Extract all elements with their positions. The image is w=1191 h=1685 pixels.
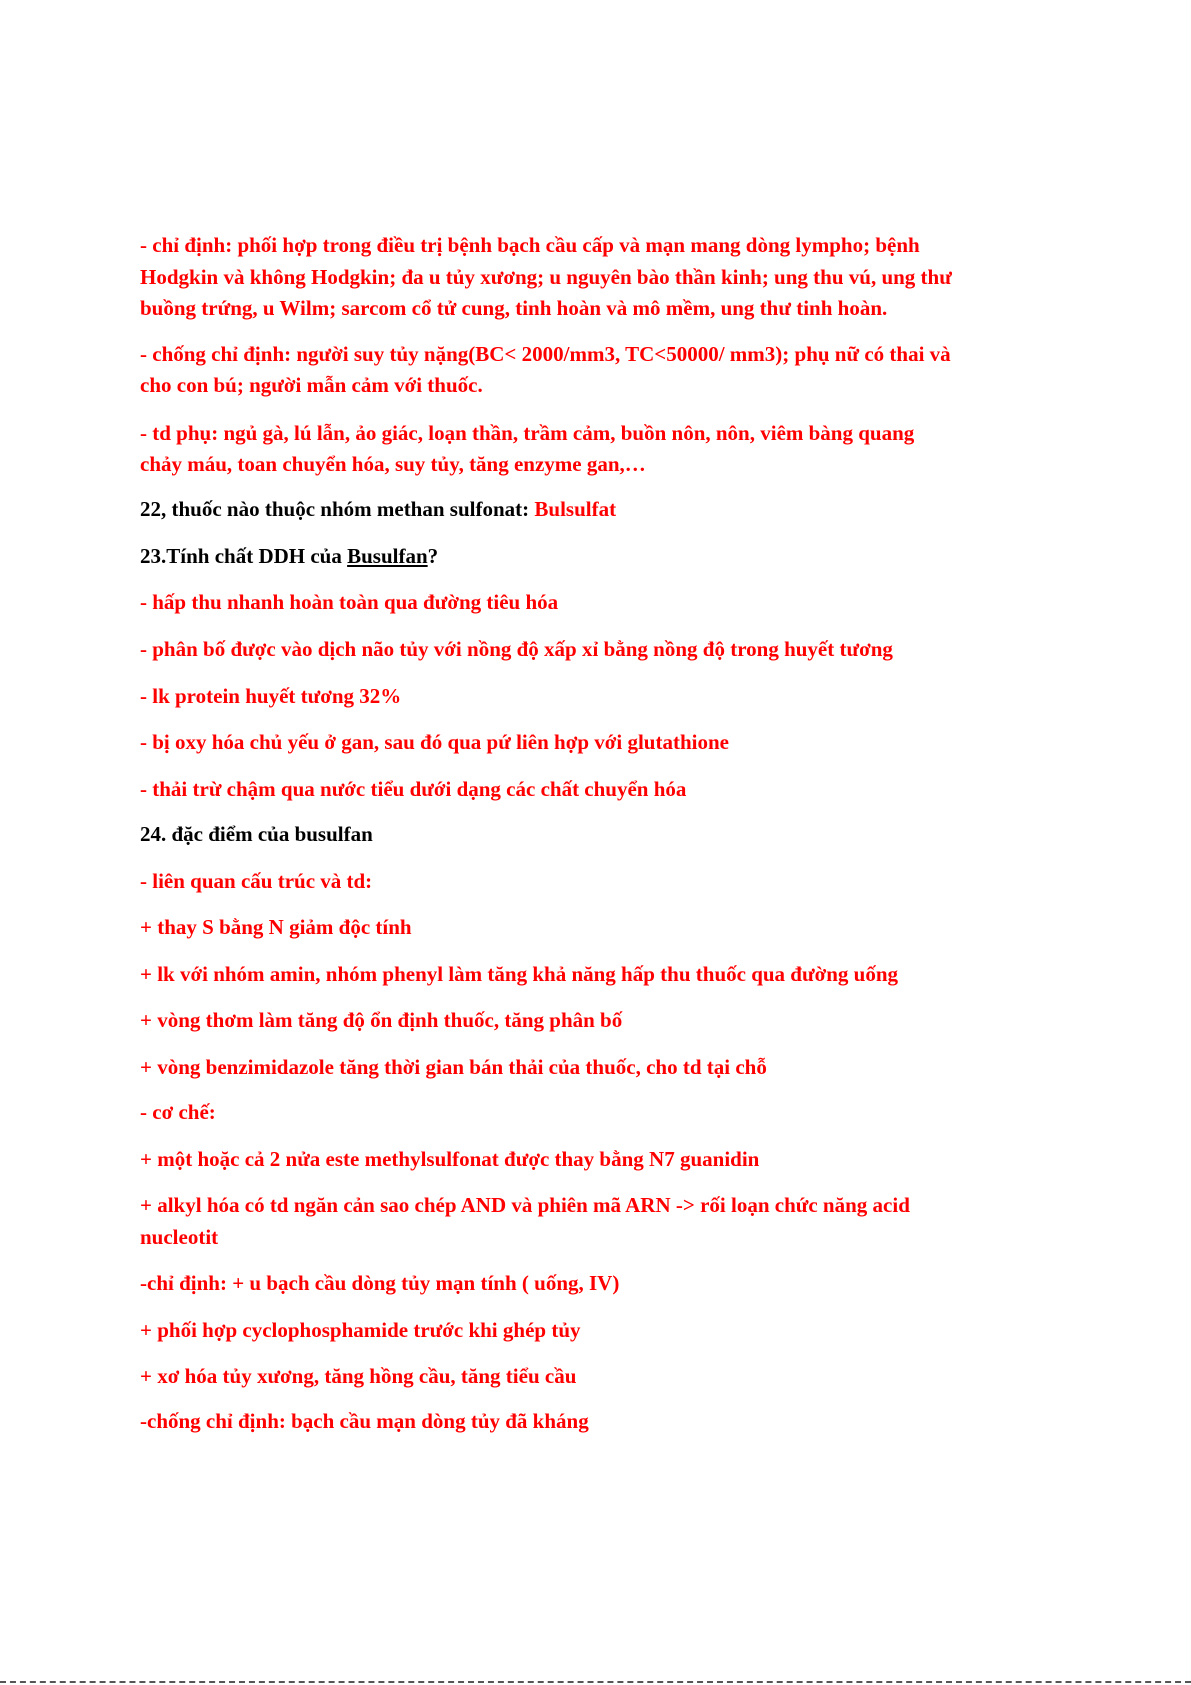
indication-line-3: buồng trứng, u Wilm; sarcom cổ tử cung, tinh hoàn và mô mềm, ung thư tinh hoàn. bbox=[140, 296, 888, 320]
indication-line-2: Hodgkin và không Hodgkin; đa u tủy xương; u nguyên bào thần kinh; ung thu vú, ung thư bbox=[140, 265, 952, 289]
mechanism-item-2-line-2: nucleotit bbox=[140, 1225, 219, 1249]
pk-protein-binding: - lk protein huyết tương 32% bbox=[140, 684, 402, 708]
question-22-text: 22, thuốc nào thuộc nhóm methan sulfonat: bbox=[140, 497, 535, 521]
mechanism-heading: - cơ chế: bbox=[140, 1100, 216, 1124]
mechanism-item-2-line-1: + alkyl hóa có td ngăn cản sao chép AND và phiên mã ARN -> rối loạn chức năng acid bbox=[140, 1193, 910, 1217]
pk-metabolism: - bị oxy hóa chủ yếu ở gan, sau đó qua pứ liên hợp với glutathione bbox=[140, 730, 729, 754]
question-23-heading bbox=[140, 544, 438, 568]
contraindication-line-2: cho con bú; người mẫn cảm với thuốc. bbox=[140, 373, 483, 397]
busulfan-contraindication: -chống chỉ định: bạch cầu mạn dòng tủy đã kháng bbox=[140, 1409, 589, 1433]
mechanism-item-1: + một hoặc cả 2 nửa este methylsulfonat được thay bằng N7 guanidin bbox=[140, 1147, 760, 1171]
sar-item-4: + vòng benzimidazole tăng thời gian bán thải của thuốc, cho td tại chỗ bbox=[140, 1055, 767, 1079]
sar-item-1: + thay S bằng N giảm độc tính bbox=[140, 915, 412, 939]
busulfan-indication-3: + xơ hóa tủy xương, tăng hồng cầu, tăng tiểu cầu bbox=[140, 1364, 577, 1388]
sar-item-3: + vòng thơm làm tăng độ ổn định thuốc, tăng phân bố bbox=[140, 1008, 623, 1032]
page-bottom-divider bbox=[0, 1681, 1191, 1683]
pk-absorption: - hấp thu nhanh hoàn toàn qua đường tiêu hóa bbox=[140, 590, 559, 614]
pk-distribution: - phân bố được vào dịch não tủy với nồng độ xấp xỉ bằng nồng độ trong huyết tương bbox=[140, 637, 893, 661]
busulfan-underlined: Busulfan bbox=[347, 544, 428, 568]
sar-item-2: + lk với nhóm amin, nhóm phenyl làm tăng khả năng hấp thu thuốc qua đường uống bbox=[140, 962, 898, 986]
question-22-answer: Bulsulfat bbox=[534, 497, 617, 521]
sar-heading: - liên quan cấu trúc và td: bbox=[140, 869, 373, 893]
question-23-text: 23.Tính chất DDH của bbox=[140, 544, 348, 568]
contraindication-line-1: - chống chỉ định: người suy tủy nặng(BC< 2000/mm3, TC<50000/ mm3); phụ nữ có thai và bbox=[140, 342, 951, 366]
busulfan-indication-1: -chỉ định: + u bạch cầu dòng tủy mạn tính ( uống, IV) bbox=[140, 1271, 620, 1295]
indication-line-1: - chỉ định: phối hợp trong điều trị bệnh bạch cầu cấp và mạn mang dòng lympho; bệnh bbox=[140, 233, 920, 257]
question-22 bbox=[140, 497, 616, 521]
pk-elimination: - thải trừ chậm qua nước tiểu dưới dạng các chất chuyển hóa bbox=[140, 777, 687, 801]
question-23-mark: ? bbox=[427, 544, 439, 568]
side-effects-line-1: - td phụ: ngủ gà, lú lẫn, ảo giác, loạn thần, trầm cảm, buồn nôn, nôn, viêm bàng quang bbox=[140, 421, 915, 445]
question-24-heading: 24. đặc điểm của busulfan bbox=[140, 822, 373, 846]
busulfan-indication-2: + phối hợp cyclophosphamide trước khi ghép tủy bbox=[140, 1318, 581, 1342]
side-effects-line-2: chảy máu, toan chuyển hóa, suy tủy, tăng enzyme gan,… bbox=[140, 452, 646, 476]
